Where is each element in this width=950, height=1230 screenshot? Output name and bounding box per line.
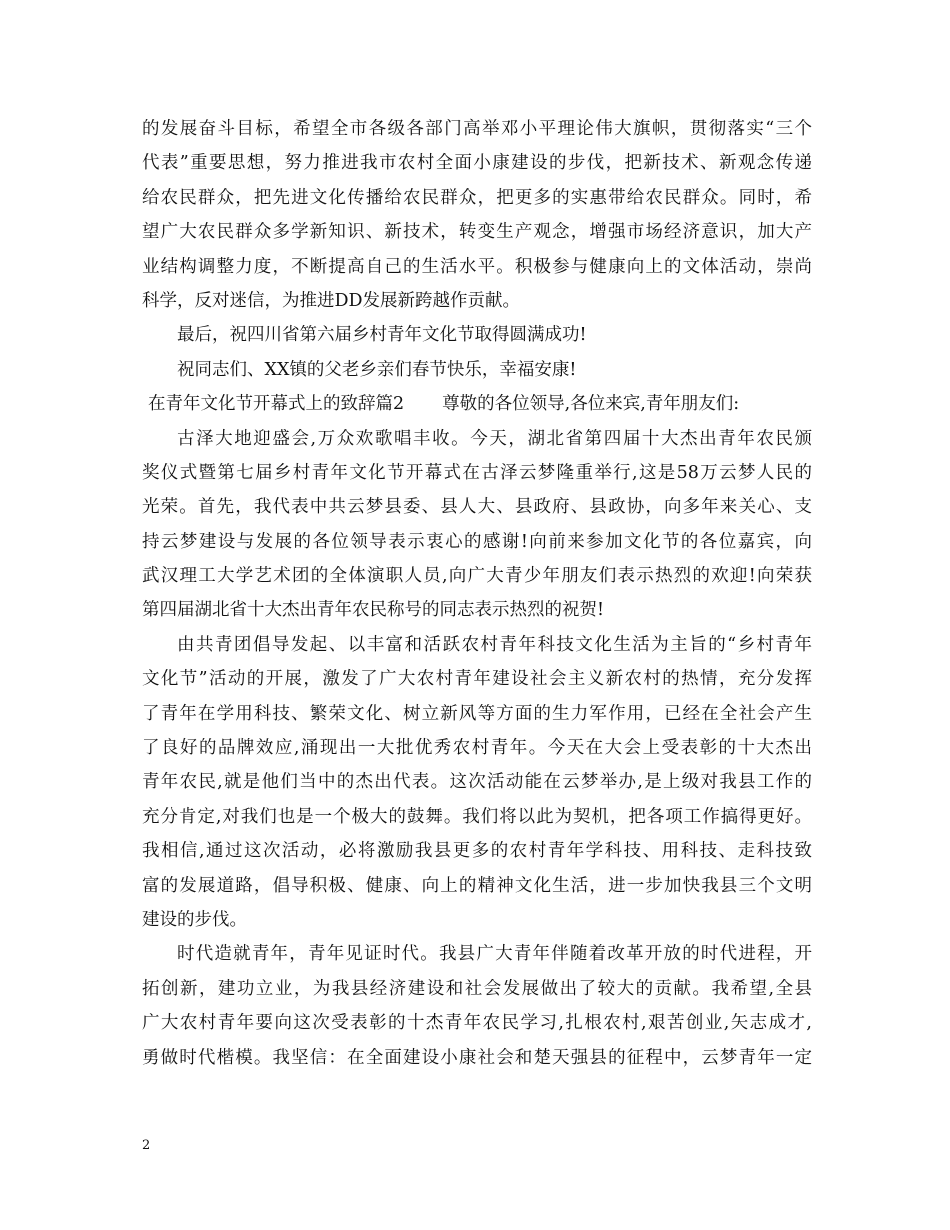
- text-line: 科学，反对迷信，为推进DD发展新跨越作贡献。: [142, 290, 521, 311]
- text-line: 光荣。首先，我代表中共云梦县委、县人大、县政府、县政协，向多年来关心、支: [142, 497, 812, 518]
- text-line: 的发展奋斗目标，希望全市各级各部门高举邓小平理论伟大旗帜，贯彻落实“三个: [142, 119, 812, 139]
- text-line: 奖仪式暨第七届乡村青年文化节开幕式在古泽云梦隆重举行,这是58万云梦人民的: [142, 462, 812, 483]
- page-number: 2: [142, 1138, 151, 1153]
- text-line: 代表”重要思想，努力推进我市农村全面小康建设的步伐，把新技术、新观念传递: [142, 153, 812, 174]
- text-line: 望广大农民群众多学新知识、新技术，转变生产观念，增强市场经济意识，加大产: [142, 222, 812, 243]
- text-line: 业结构调整力度，不断提高自己的生活水平。积极参与健康向上的文体活动，崇尚: [142, 256, 812, 277]
- text-line: 祝同志们、XX镇的父老乡亲们春节快乐，幸福安康!: [177, 359, 577, 380]
- text-line: 文化节”活动的开展，激发了广大农村青年建设社会主义新农村的热情，充分发挥: [142, 669, 812, 690]
- text-line: 了青年在学用科技、繁荣文化、树立新风等方面的生力军作用，已经在全社会产生: [142, 703, 812, 724]
- section-title: 在青年文化节开幕式上的致辞篇2: [148, 394, 405, 415]
- text-line: 时代造就青年，青年见证时代。我县广大青年伴随着改革开放的时代进程，开: [177, 944, 812, 965]
- text-line: 了良好的品牌效应,涌现出一大批优秀农村青年。今天在大会上受表彰的十大杰出: [142, 738, 812, 759]
- text-line: 古泽大地迎盛会,万众欢歌唱丰收。今天，湖北省第四届十大杰出青年农民颁: [177, 428, 812, 449]
- text-line: 青年农民,就是他们当中的杰出代表。这次活动能在云梦举办,是上级对我县工作的: [142, 772, 812, 793]
- text-line: 广大农村青年要向这次受表彰的十杰青年农民学习,扎根农村,艰苦创业,矢志成才,: [142, 1013, 812, 1034]
- text-line: 建设的步伐。: [142, 909, 247, 930]
- text-line: 给农民群众，把先进文化传播给农民群众，把更多的实惠带给农民群众。同时，希: [142, 187, 812, 208]
- text-line: 第四届湖北省十大杰出青年农民称号的同志表示热烈的祝贺!: [142, 600, 605, 621]
- text-line: 富的发展道路，倡导积极、健康、向上的精神文化生活，进一步加快我县三个文明: [142, 875, 812, 896]
- text-line: 由共青团倡导发起、以丰富和活跃农村青年科技文化生活为主旨的“乡村青年: [177, 634, 812, 655]
- document-body: [142, 112, 812, 1075]
- text-line: 勇做时代楷模。我坚信：在全面建设小康社会和楚天强县的征程中，云梦青年一定: [142, 1047, 812, 1068]
- text-line: 充分肯定,对我们也是一个极大的鼓舞。我们将以此为契机，把各项工作搞得更好。: [142, 806, 812, 827]
- text-line: 拓创新，建功立业，为我县经济建设和社会发展做出了较大的贡献。我希望,全县: [142, 978, 812, 999]
- text-line: 最后，祝四川省第六届乡村青年文化节取得圆满成功!: [177, 325, 587, 346]
- section-heading-line: [142, 387, 812, 421]
- salutation: 尊敬的各位领导,各位来宾,青年朋友们:: [442, 394, 740, 415]
- text-line: 持云梦建设与发展的各位领导表示衷心的感谢!向前来参加文化节的各位嘉宾，向: [142, 531, 812, 552]
- text-line: 武汉理工大学艺术团的全体演职人员,向广大青少年朋友们表示热烈的欢迎!向荣获: [142, 566, 812, 587]
- text-line: 我相信,通过这次活动，必将激励我县更多的农村青年学科技、用科技、走科技致: [142, 841, 812, 862]
